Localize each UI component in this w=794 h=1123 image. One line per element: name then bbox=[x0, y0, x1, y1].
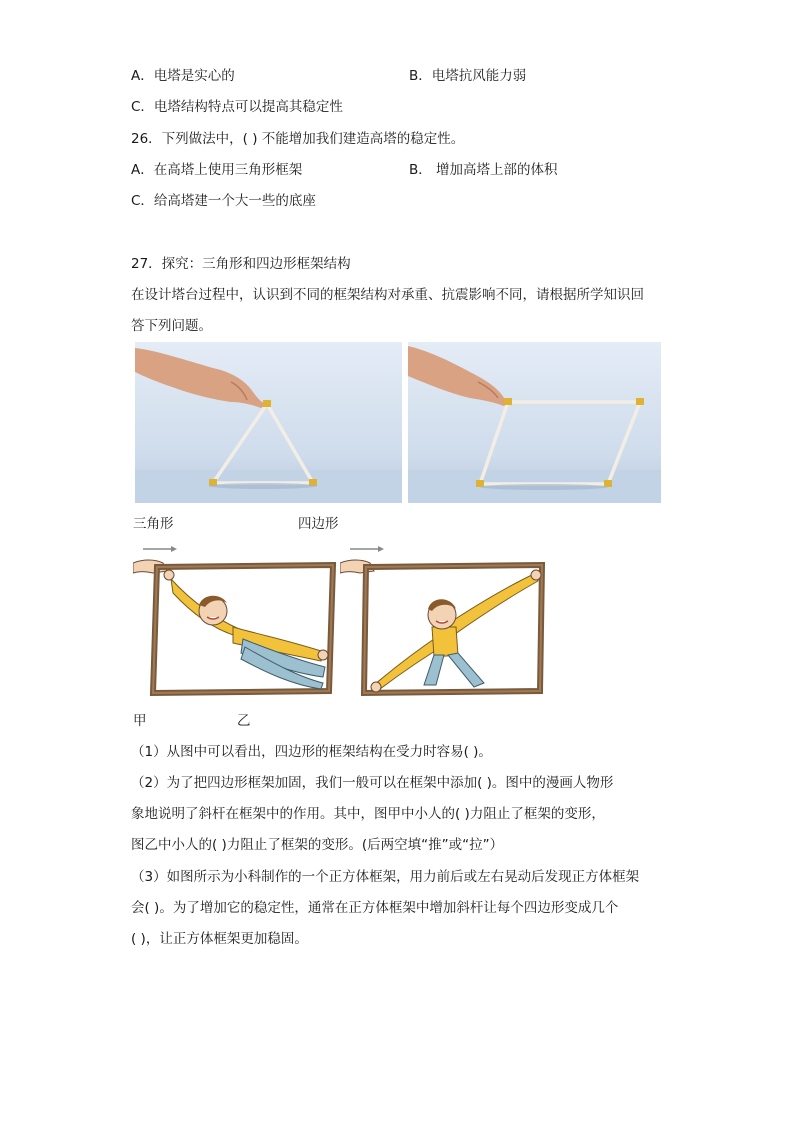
q27-title: 27．探究：三角形和四边形框架结构 bbox=[131, 256, 351, 272]
cartoon-jia bbox=[133, 543, 339, 698]
cartoon-yi bbox=[340, 543, 546, 698]
q25-option-b: B．电塔抗风能力弱 bbox=[409, 68, 527, 84]
q27-sub1: （1）从图中可以看出，四边形的框架结构在受力时容易( )。 bbox=[131, 744, 492, 760]
q27-sub3-line3: ( )，让正方体框架更加稳固。 bbox=[131, 931, 308, 947]
q26-option-a: A．在高塔上使用三角形框架 bbox=[131, 162, 303, 178]
q25-option-a: A．电塔是实心的 bbox=[131, 68, 235, 84]
q26-option-b: B． 增加高塔上部的体积 bbox=[409, 162, 558, 178]
q27-sub2-line1: （2）为了把四边形框架加固，我们一般可以在框架中添加( )。图中的漫画人物形 bbox=[131, 775, 614, 791]
q26-option-c: C．给高塔建一个大一些的底座 bbox=[131, 193, 316, 209]
quadrilateral-frame-photo bbox=[408, 342, 661, 503]
q27-sub2-line2: 象地说明了斜杆在框架中的作用。其中，图甲中小人的( )力阻止了框架的变形， bbox=[131, 806, 605, 822]
quadrilateral-photo-label: 四边形 bbox=[298, 516, 339, 532]
q27-sub3-line2: 会( )。为了增加它的稳定性，通常在正方体框架中增加斜杆让每个四边形变成几个 bbox=[131, 900, 619, 916]
q26-stem: 26．下列做法中，( ) 不能增加我们建造高塔的稳定性。 bbox=[131, 131, 465, 147]
q27-intro-line2: 答下列问题。 bbox=[131, 318, 212, 334]
q27-sub2-line3: 图乙中小人的( )力阻止了框架的变形。(后两空填“推”或“拉”） bbox=[131, 837, 504, 853]
q27-intro-line1: 在设计塔台过程中，认识到不同的框架结构对承重、抗震影响不同，请根据所学知识回 bbox=[131, 287, 644, 303]
cartoon-jia-label: 甲 bbox=[133, 713, 147, 729]
cartoon-yi-label: 乙 bbox=[237, 713, 251, 729]
triangle-photo-label: 三角形 bbox=[133, 516, 174, 532]
triangle-frame-photo bbox=[135, 342, 402, 503]
q25-option-c: C．电塔结构特点可以提高其稳定性 bbox=[131, 99, 343, 115]
q27-sub3-line1: （3）如图所示为小科制作的一个正方体框架，用力前后或左右晃动后发现正方体框架 bbox=[131, 869, 640, 885]
